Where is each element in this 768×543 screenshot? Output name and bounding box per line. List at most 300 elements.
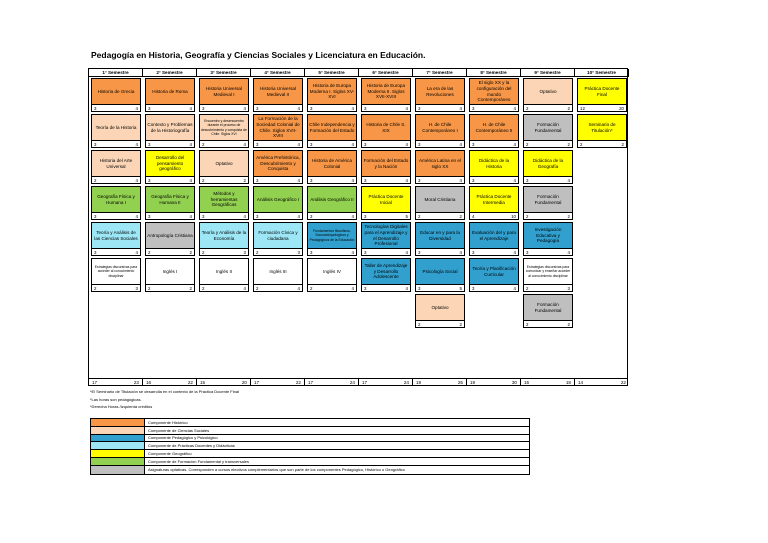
hours-value: 2 (189, 285, 192, 291)
credits-value: 3 (472, 141, 475, 147)
credits-value: 3 (148, 177, 151, 183)
footnote: *Las horas son pedagógicas. (90, 396, 142, 402)
totals-row (88, 378, 628, 386)
credits-row (145, 105, 195, 112)
credits-row (307, 249, 357, 256)
hours-value: 5 (405, 213, 408, 219)
course-cell: H. de Chile Contemporáneo I (415, 114, 465, 141)
credits-value: 3 (418, 285, 421, 291)
course-cell: Chile Independencia y Formación del Estado (307, 114, 357, 141)
hours-value: 4 (405, 141, 408, 147)
credits-value: 3 (94, 249, 97, 255)
course-cell: Optativo (415, 294, 465, 321)
credits-row (253, 213, 303, 220)
credits-value: 3 (418, 249, 421, 255)
credits-row (253, 177, 303, 184)
credits-row (361, 213, 411, 220)
course-cell: Tecnologías Digitales para el Aprendizaje y el Desarrollo Profesional (361, 222, 411, 249)
credits-row (361, 285, 411, 292)
credits-row (361, 249, 411, 256)
legend-item (91, 466, 529, 474)
hours-value: 4 (135, 105, 138, 111)
legend-label: Componente de Prácticas Docentes y Didácticas (148, 443, 235, 449)
credits-row (91, 141, 141, 148)
course-cell: Fundamentos filosóficos, Socioantropológicos y Pedagógicos de la Educación (307, 222, 357, 249)
course-cell: Inglés IV (307, 258, 357, 285)
credits-row (415, 249, 465, 256)
semester-total (521, 379, 575, 385)
course-cell: Práctica Docente Final (577, 78, 627, 105)
credits-value: 3 (148, 213, 151, 219)
empty-cell (467, 293, 521, 321)
course-cell: H. de Chile Contemporáneo II (469, 114, 519, 141)
legend-swatch (91, 442, 145, 449)
course-cell: Geografía Física y Humana I (91, 186, 141, 213)
course-cell: Teoría y Análisis de las Ciencias Sociales (91, 222, 141, 249)
legend-swatch (91, 466, 145, 474)
credits-value: 12 (580, 105, 585, 111)
course-cell: Desarrollo del pensamiento geográfico (145, 150, 195, 177)
credits-row (415, 177, 465, 184)
page-title: Pedagogía en Historia, Geografía y Ciencias Sociales y Licenciatura en Educación. (91, 50, 426, 60)
course-cell: Historia Universal Medieval I (199, 78, 249, 105)
credits-row (523, 249, 573, 256)
credits-row (415, 285, 465, 292)
credits-row (253, 141, 303, 148)
credits-row (469, 105, 519, 112)
credits-value: 3 (526, 177, 529, 183)
credits-value: 3 (202, 213, 205, 219)
course-cell: Formación Fundamental (523, 294, 573, 321)
course-cell: Historia de Grecia (91, 78, 141, 105)
hours-value: 4 (189, 105, 192, 111)
hours-value: 4 (243, 141, 246, 147)
credits-value: 3 (364, 285, 367, 291)
credits-value: 2 (202, 285, 205, 291)
course-cell: Didáctica de la Historia (469, 150, 519, 177)
course-cell: Moral Cristiana (415, 186, 465, 213)
credits-value: 2 (94, 285, 97, 291)
hours-value: 4 (459, 105, 462, 111)
credits-value: 3 (310, 177, 313, 183)
credits-row (523, 105, 573, 112)
hours-value: 4 (513, 141, 516, 147)
credits-value: 2 (94, 177, 97, 183)
hours-value: 4 (351, 213, 354, 219)
course-cell: Teoría y Análisis de la Economía (199, 222, 249, 249)
empty-cell (575, 221, 629, 249)
total-hours: 24 (349, 379, 355, 385)
hours-value: 4 (297, 105, 300, 111)
course-cell: Antropología Cristiana (145, 222, 195, 249)
credits-row (523, 177, 573, 184)
hours-value: 4 (135, 249, 138, 255)
credits-value: 3 (364, 249, 367, 255)
hours-value: 4 (459, 249, 462, 255)
semester-total (413, 379, 467, 385)
course-cell: Investigación Educativa y Pedagogía (523, 222, 573, 249)
legend-swatch (91, 435, 145, 442)
hours-value: 2 (567, 105, 570, 111)
course-cell: Historia Universal Medieval II (253, 78, 303, 105)
semester-total (251, 379, 305, 385)
credits-row (415, 105, 465, 112)
course-cell: Historia del Arte Universal (91, 150, 141, 177)
total-credits: 17 (92, 379, 98, 385)
credits-value: 3 (148, 141, 151, 147)
semester-header: 3° Semestre (197, 69, 251, 77)
hours-value: 10 (511, 213, 516, 219)
credits-row (577, 141, 627, 148)
credits-value: 3 (310, 105, 313, 111)
credits-row (361, 141, 411, 148)
legend-swatch (91, 450, 145, 457)
credits-row (523, 213, 573, 220)
credits-row (145, 213, 195, 220)
credits-row (469, 177, 519, 184)
credits-row (361, 177, 411, 184)
course-cell: Taller de Aprendizaje y Desarrollo Adolescente (361, 258, 411, 285)
legend-label: Componente de Ciencias Sociales (148, 427, 210, 433)
credits-value: 3 (418, 177, 421, 183)
credits-row (307, 177, 357, 184)
hours-value: 5 (459, 285, 462, 291)
credits-row (199, 105, 249, 112)
credits-row (469, 285, 519, 292)
total-hours: 25 (457, 379, 463, 385)
hours-value: 4 (297, 213, 300, 219)
semester-header: 2° Semestre (143, 69, 197, 77)
credits-row (253, 105, 303, 112)
course-cell: Formación Fundamental (523, 186, 573, 213)
hours-value: 4 (513, 249, 516, 255)
credits-row (91, 285, 141, 292)
hours-value: 3 (297, 249, 300, 255)
total-credits: 17 (362, 379, 368, 385)
credits-value: 2 (418, 321, 421, 327)
semester-header: 5° Semestre (305, 69, 359, 77)
credits-row (253, 249, 303, 256)
hours-value: 4 (189, 213, 192, 219)
hours-value: 4 (405, 285, 408, 291)
credits-row (415, 213, 465, 220)
total-credits: 17 (254, 379, 260, 385)
hours-value: 4 (135, 141, 138, 147)
credits-value: 2 (202, 177, 205, 183)
empty-cell (251, 293, 305, 321)
credits-value: 2 (526, 105, 529, 111)
hours-value: 2 (567, 213, 570, 219)
hours-value: 2 (567, 141, 570, 147)
credits-value: 3 (526, 249, 529, 255)
credits-value: 3 (418, 141, 421, 147)
credits-row (199, 141, 249, 148)
course-cell: América Latina en el siglo XX (415, 150, 465, 177)
hours-value: 4 (513, 105, 516, 111)
course-cell: Formación Fundamental (523, 114, 573, 141)
hours-value: 4 (297, 285, 300, 291)
semester-header: 6° Semestre (359, 69, 413, 77)
empty-cell (359, 293, 413, 321)
course-cell: Contexto y Problemas de la Historiografía (145, 114, 195, 141)
credits-value: 3 (94, 141, 97, 147)
course-cell: Educar en y para la Diversidad (415, 222, 465, 249)
hours-value: 4 (513, 177, 516, 183)
credits-value: 3 (472, 177, 475, 183)
semester-total (359, 379, 413, 385)
total-credits: 19 (470, 379, 476, 385)
hours-value: 4 (351, 249, 354, 255)
legend-label: Componente de Formación Fundamental y transversales (148, 458, 249, 464)
course-cell: Historia de Europa Moderna I. Siglos XV-XVI (307, 78, 357, 105)
course-cell: América Prehistórica, Descubrimiento y Conquista (253, 150, 303, 177)
credits-row (145, 285, 195, 292)
hours-value: 3 (567, 285, 570, 291)
legend-item (91, 450, 529, 458)
course-cell: Formación Cívica y ciudadana (253, 222, 303, 249)
credits-row (307, 105, 357, 112)
credits-value: 2 (310, 285, 313, 291)
total-hours: 23 (133, 379, 139, 385)
empty-cell (575, 185, 629, 213)
course-cell: Práctica Docente Inicial (361, 186, 411, 213)
course-cell: Didáctica de la Geografía (523, 150, 573, 177)
hours-value: 4 (189, 177, 192, 183)
total-credits: 17 (308, 379, 314, 385)
course-cell: La era de las Revoluciones (415, 78, 465, 105)
course-cell: Historia de Roma (145, 78, 195, 105)
hours-value: 4 (567, 177, 570, 183)
course-cell: Análisis Geográfico I (253, 186, 303, 213)
total-hours: 30 (511, 379, 517, 385)
credits-row (145, 177, 195, 184)
credits-value: 3 (202, 105, 205, 111)
hours-value: 4 (243, 285, 246, 291)
legend-item (91, 419, 529, 427)
credits-row (199, 177, 249, 184)
hours-value: 2 (243, 177, 246, 183)
total-hours: 24 (403, 379, 409, 385)
credits-value: 3 (364, 213, 367, 219)
course-cell: Métodos y herramientas Geográficas (199, 186, 249, 213)
credits-row (91, 105, 141, 112)
hours-value: 4 (297, 177, 300, 183)
semester-total (575, 379, 629, 385)
hours-value: 3 (243, 249, 246, 255)
credits-value: 3 (472, 249, 475, 255)
semester-header: 8° Semestre (467, 69, 521, 77)
semester-header: 1° Semestre (89, 69, 143, 77)
legend-label: Asignaturas optativas. Corresponden a cursos electivos complementarios que son parte de los componentes Pedagógico, Histórico o Geográfico (148, 467, 405, 473)
footnote: *Derecha Horas /Izquierda créditos (90, 404, 153, 409)
course-cell: Historia de Chile S. XIX (361, 114, 411, 141)
semester-total (467, 379, 521, 385)
legend-swatch (91, 427, 145, 434)
credits-value: 3 (472, 285, 475, 291)
credits-row (307, 213, 357, 220)
credits-value: 2 (148, 249, 151, 255)
credits-value: 3 (364, 177, 367, 183)
credits-row (199, 285, 249, 292)
hours-value: 4 (297, 141, 300, 147)
credits-row (307, 285, 357, 292)
course-cell: Inglés I (145, 258, 195, 285)
credits-value: 3 (256, 141, 259, 147)
hours-value: 2 (189, 249, 192, 255)
credits-value: 3 (94, 213, 97, 219)
hours-value: 4 (405, 249, 408, 255)
course-cell: Encuentro y desencuentro durante el proceso de descubrimiento y conquista de Chile. Siglos XVI (199, 114, 249, 141)
hours-value: 4 (243, 105, 246, 111)
credits-value: 2 (202, 141, 205, 147)
semester-total (305, 379, 359, 385)
legend-label: Componente Histórico (148, 419, 188, 425)
hours-value: 4 (135, 213, 138, 219)
course-cell: Teoría y Planificación Curricular (469, 258, 519, 285)
course-cell: Evaluación del y para el Aprendizaje (469, 222, 519, 249)
empty-cell (575, 293, 629, 321)
credits-value: 3 (310, 141, 313, 147)
footnote: *El Seminario de Titulación se desarrolla en el contexto de la Práctica Docente Final (90, 389, 239, 394)
credits-row (469, 249, 519, 256)
credits-value: 4 (472, 213, 475, 219)
credits-value: 3 (256, 213, 259, 219)
credits-value: 2 (526, 321, 529, 327)
credits-row (469, 213, 519, 220)
credits-value: 3 (310, 213, 313, 219)
empty-cell (143, 293, 197, 321)
empty-cell (575, 257, 629, 285)
course-cell: Análisis Geográfico II (307, 186, 357, 213)
semester-header: 4° Semestre (251, 69, 305, 77)
credits-value: 2 (526, 213, 529, 219)
empty-cell (305, 293, 359, 321)
credits-row (145, 141, 195, 148)
credits-value: 3 (94, 105, 97, 111)
semester-total (197, 379, 251, 385)
credits-row (199, 213, 249, 220)
credits-row (523, 285, 573, 292)
course-cell: Optativo (199, 150, 249, 177)
hours-value: 4 (243, 213, 246, 219)
credits-value: 3 (418, 105, 421, 111)
total-hours: 22 (295, 379, 301, 385)
credits-value: 3 (256, 105, 259, 111)
credits-value: 3 (256, 177, 259, 183)
total-credits: 15 (524, 379, 530, 385)
hours-value: 20 (619, 105, 624, 111)
course-cell: Formación del Estado y la Nación (361, 150, 411, 177)
credits-row (91, 249, 141, 256)
legend-item (91, 435, 529, 443)
total-hours: 22 (620, 379, 626, 385)
hours-value: 2 (567, 321, 570, 327)
semester-total (89, 379, 143, 385)
hours-value: 2 (459, 321, 462, 327)
hours-value: 4 (459, 177, 462, 183)
credits-value: 3 (472, 105, 475, 111)
footnotes (90, 388, 239, 411)
semester-header: 7° Semestre (413, 69, 467, 77)
total-hours: 20 (241, 379, 247, 385)
course-cell: Inglés III (253, 258, 303, 285)
course-cell: El siglo XX y la configuración del mundo Contemporáneo (469, 78, 519, 105)
credits-value: 3 (364, 105, 367, 111)
credits-row (253, 285, 303, 292)
credits-value: 3 (148, 105, 151, 111)
credits-row (307, 141, 357, 148)
credits-row (91, 177, 141, 184)
course-cell: Teoría de la Historia (91, 114, 141, 141)
credits-value: 2 (526, 285, 529, 291)
legend-item (91, 427, 529, 435)
total-credits: 14 (578, 379, 584, 385)
credits-row (469, 141, 519, 148)
credits-row (199, 249, 249, 256)
total-credits: 19 (416, 379, 422, 385)
semester-total (143, 379, 197, 385)
curriculum-grid (88, 68, 628, 386)
total-hours: 22 (187, 379, 193, 385)
credits-row (145, 249, 195, 256)
credits-value: 2 (526, 141, 529, 147)
legend-label: Componente Pedagógico y Psicológico (148, 435, 218, 441)
hours-value: 4 (513, 285, 516, 291)
hours-value: 4 (135, 177, 138, 183)
credits-row (91, 213, 141, 220)
credits-row (577, 105, 627, 112)
legend-swatch (91, 419, 145, 426)
course-cell: Historia de América Colonial (307, 150, 357, 177)
legend-swatch (91, 458, 145, 465)
hours-value: 2 (621, 141, 624, 147)
total-credits: 16 (146, 379, 152, 385)
credits-row (415, 321, 465, 328)
credits-value: 2 (418, 213, 421, 219)
legend-label: Componente Geográfico (148, 451, 192, 457)
hours-value: 4 (405, 177, 408, 183)
credits-row (523, 321, 573, 328)
hours-value: 4 (351, 141, 354, 147)
course-cell: Estrategias discursivas para comunicar y enseñar acceder al conocimiento disciplinar (523, 258, 573, 285)
hours-value: 3 (135, 285, 138, 291)
course-cell: Estrategias discursivas para acceder al conocimiento disciplinar (91, 258, 141, 285)
hours-value: 4 (351, 105, 354, 111)
course-cell: Práctica Docente Intermedia (469, 186, 519, 213)
credits-value: 2 (148, 285, 151, 291)
credits-value: 2 (256, 285, 259, 291)
semester-header: 10° Semestre (575, 69, 629, 77)
course-cell: Optativo (523, 78, 573, 105)
credits-value: 2 (580, 141, 583, 147)
legend (90, 418, 530, 475)
course-cell: Seminario de Titulación* (577, 114, 627, 141)
credits-value: 3 (310, 249, 313, 255)
credits-row (523, 141, 573, 148)
hours-value: 4 (351, 177, 354, 183)
empty-cell (197, 293, 251, 321)
course-cell: Psicología Social (415, 258, 465, 285)
credits-row (361, 105, 411, 112)
legend-item (91, 458, 529, 466)
credits-row (415, 141, 465, 148)
hours-value: 4 (189, 141, 192, 147)
hours-value: 4 (405, 105, 408, 111)
credits-value: 3 (364, 141, 367, 147)
empty-cell (89, 293, 143, 321)
credits-value: 2 (256, 249, 259, 255)
course-cell: Inglés II (199, 258, 249, 285)
